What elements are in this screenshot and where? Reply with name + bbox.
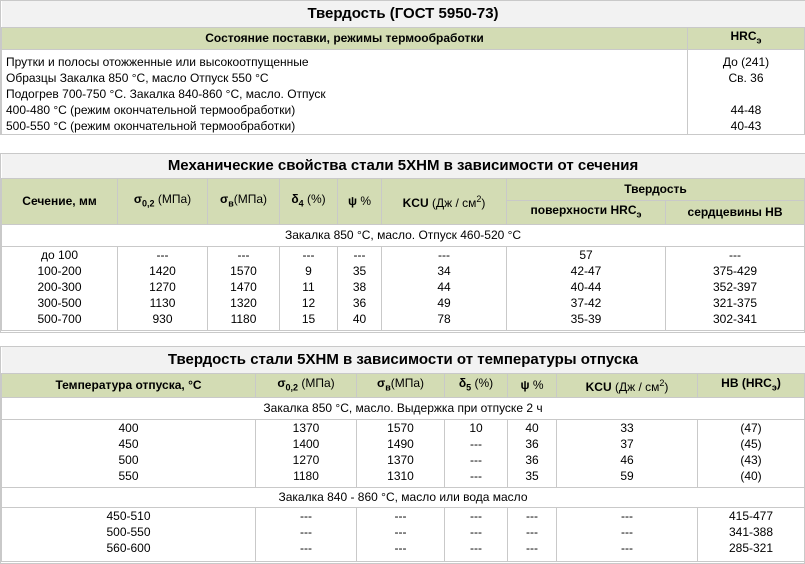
- table-cell: 9: [305, 263, 312, 278]
- table-cell: ---: [526, 508, 538, 523]
- header-state: Состояние поставки, режимы термообработки: [2, 27, 688, 49]
- table-cell: 42-47: [570, 263, 602, 278]
- sigma-02-column: [256, 507, 357, 561]
- list-item: 400-480 °С (режим окончательной термообработки): [6, 102, 296, 117]
- state-column: [2, 49, 688, 134]
- table-cell: ---: [526, 524, 538, 539]
- header-kcu: KCU $(Дж / см^2)$: [382, 178, 507, 224]
- table-cell: 36: [352, 295, 367, 310]
- table-cell: ---: [302, 247, 315, 262]
- table-cell: 33: [620, 420, 634, 435]
- sigma-02-column: [256, 419, 357, 487]
- table-cell: (43): [740, 452, 762, 467]
- table-cell: 35: [525, 468, 539, 483]
- header-delta-4: $\delta_4$ (%): [280, 178, 338, 224]
- hardness-gost-table: [0, 0, 805, 135]
- table-cell: (40): [740, 468, 762, 483]
- sigma-02-column: [118, 246, 208, 330]
- table-cell: 1470: [230, 279, 257, 294]
- table-cell: 200-300: [37, 279, 82, 294]
- table-cell: 1270: [149, 279, 176, 294]
- table-cell: 1180: [293, 468, 319, 483]
- table-cell: ---: [621, 540, 633, 555]
- core-hb-column: [666, 246, 805, 330]
- table-cell: 1420: [149, 263, 176, 278]
- table-title: Твердость стали 5ХНМ в зависимости от температуры отпуска: [2, 347, 805, 373]
- table-cell: 100-200: [37, 263, 82, 278]
- table-cell: 57: [579, 247, 593, 262]
- table-cell: 550: [118, 468, 139, 483]
- hrc-column: [688, 49, 805, 134]
- list-item: Образцы Закалка 850 °С, масло Отпуск 550 °С: [6, 70, 269, 85]
- table-cell: ---: [470, 524, 482, 539]
- table-cell: 285-321: [728, 540, 774, 555]
- table-cell: 1310: [387, 468, 414, 483]
- list-item: Св. 36: [728, 70, 764, 85]
- table-cell: ---: [470, 468, 482, 483]
- header-kcu: KCU $(Дж / см^2)$: [557, 373, 698, 397]
- table-cell: ---: [300, 524, 312, 539]
- header-surface-hrc: поверхности $HRC_э$: [507, 200, 666, 224]
- table-cell: 36: [525, 436, 539, 451]
- table-cell: 1370: [292, 420, 320, 435]
- table-cell: 302-341: [713, 311, 758, 326]
- list-item: 44-48: [730, 102, 762, 117]
- list-item: Подогрев 700-750 °С. Закалка 840-860 °С, масло. Отпуск: [6, 86, 326, 101]
- table-cell: 37: [620, 436, 634, 451]
- kcu-column: [557, 419, 698, 487]
- table-cell: ---: [237, 247, 250, 262]
- table-cell: 500-700: [37, 311, 82, 326]
- table-cell: 1180: [230, 311, 257, 326]
- delta-5-column: [445, 419, 508, 487]
- table-cell: 341-388: [728, 524, 774, 539]
- delta-4-column: [280, 246, 338, 330]
- delta-5-column: [445, 507, 508, 561]
- table-cell: 46: [620, 452, 634, 467]
- table-cell: ---: [470, 540, 482, 555]
- table-cell: ---: [300, 540, 312, 555]
- header-psi: ψ %: [508, 373, 557, 397]
- table-cell: (45): [740, 436, 762, 451]
- temperature-column: [2, 419, 256, 487]
- table-cell: 49: [437, 295, 451, 310]
- table-cell: 78: [437, 311, 451, 326]
- table-cell: 1370: [387, 452, 414, 467]
- table-title: Механические свойства стали 5ХНМ в зависимости от сечения: [2, 154, 805, 178]
- table-cell: 930: [152, 311, 173, 326]
- table-cell: 40-44: [570, 279, 602, 294]
- table-cell: 36: [525, 452, 539, 467]
- section-column: [2, 246, 118, 330]
- header-sigma-02: $\sigma_{0,2}$ (МПа): [118, 178, 208, 224]
- header-delta-5: $\delta_5$ (%): [445, 373, 508, 397]
- table-cell: 1400: [292, 436, 320, 451]
- hb-hrc-column: [698, 507, 805, 561]
- list-item: [688, 86, 804, 102]
- table-cell: 40: [352, 311, 367, 326]
- table-cell: 321-375: [713, 295, 758, 310]
- table-cell: ---: [156, 247, 169, 262]
- psi-column: [508, 507, 557, 561]
- table-cell: ---: [621, 508, 633, 523]
- table-title: Твердость (ГОСТ 5950-73): [2, 1, 805, 27]
- header-sigma-v: $\sigma_в(МПа)$: [208, 178, 280, 224]
- table-cell: ---: [394, 508, 407, 523]
- table-cell: ---: [470, 508, 482, 523]
- list-item: Прутки и полосы отожженные или высокоотпущенные: [6, 54, 309, 69]
- header-core-hb: сердцевины HB: [666, 200, 805, 224]
- header-sigma-v: $\sigma_в(МПа)$: [357, 373, 445, 397]
- table-cell: ---: [394, 524, 407, 539]
- table-cell: 352-397: [713, 279, 758, 294]
- table-cell: ---: [394, 540, 407, 555]
- table-cell: 400: [118, 420, 139, 435]
- table-cell: 34: [437, 263, 451, 278]
- table-cell: 15: [301, 311, 316, 326]
- table-cell: 1490: [387, 436, 414, 451]
- table-cell: 37-42: [570, 295, 602, 310]
- table-cell: ---: [470, 452, 482, 467]
- header-sigma-02: $\sigma_{0,2}$ (МПа): [256, 373, 357, 397]
- table-cell: 450: [118, 436, 139, 451]
- table-cell: 35: [352, 263, 367, 278]
- table-cell: 1320: [230, 295, 257, 310]
- psi-column: [508, 419, 557, 487]
- sigma-v-column: [357, 507, 445, 561]
- tempering-hardness-table: [0, 346, 805, 564]
- kcu-column: [382, 246, 507, 330]
- table-cell: 1570: [230, 263, 257, 278]
- table-cell: ---: [353, 247, 366, 262]
- table-cell: 12: [301, 295, 316, 310]
- sigma-v-column: [357, 419, 445, 487]
- table-cell: 450-510: [106, 508, 151, 523]
- table-cell: ---: [526, 540, 538, 555]
- hb-hrc-column: [698, 419, 805, 487]
- table-cell: 35-39: [570, 311, 602, 326]
- section-properties-table: [0, 153, 805, 333]
- table-cell: (47): [740, 420, 762, 435]
- temperature-column: [2, 507, 256, 561]
- header-psi: ψ %: [338, 178, 382, 224]
- table-cell: ---: [438, 247, 450, 262]
- table-cell: ---: [621, 524, 633, 539]
- kcu-column: [557, 507, 698, 561]
- table-cell: 500-550: [106, 524, 151, 539]
- treatment-note: Закалка 850 °С, масло. Отпуск 460-520 °С: [2, 224, 805, 246]
- header-temperature: Температура отпуска, °С: [2, 373, 256, 397]
- table-cell: 560-600: [106, 540, 151, 555]
- table-cell: 415-477: [728, 508, 774, 523]
- list-item: 500-550 °С (режим окончательной термообработки): [6, 118, 296, 133]
- list-item: До (241): [722, 54, 770, 69]
- table-cell: 1130: [149, 295, 176, 310]
- table-cell: 59: [620, 468, 634, 483]
- table-cell: ---: [729, 247, 742, 262]
- header-hb-hrc: HB $(HRC_э)$: [698, 373, 805, 397]
- treatment-note: Закалка 850 °С, масло. Выдержка при отпуске 2 ч: [2, 397, 805, 419]
- table-cell: 1570: [387, 420, 414, 435]
- table-cell: ---: [470, 436, 482, 451]
- table-cell: 375-429: [713, 263, 758, 278]
- table-cell: 300-500: [37, 295, 82, 310]
- header-hrc: $HRC_э$: [688, 27, 805, 49]
- table-cell: 10: [469, 420, 483, 435]
- table-cell: ---: [300, 508, 312, 523]
- table-cell: до 100: [40, 247, 79, 262]
- header-hardness: Твердость: [507, 178, 805, 200]
- surface-hrc-column: [507, 246, 666, 330]
- psi-column: [338, 246, 382, 330]
- table-cell: 11: [302, 279, 315, 294]
- table-cell: 1270: [292, 452, 320, 467]
- sigma-v-column: [208, 246, 280, 330]
- table-cell: 38: [352, 279, 367, 294]
- list-item: 40-43: [730, 118, 762, 133]
- table-cell: 44: [437, 279, 451, 294]
- table-cell: 40: [525, 420, 539, 435]
- header-section: Сечение, мм: [2, 178, 118, 224]
- table-cell: 500: [118, 452, 139, 467]
- treatment-note: Закалка 840 - 860 °С, масло или вода масло: [2, 487, 805, 507]
